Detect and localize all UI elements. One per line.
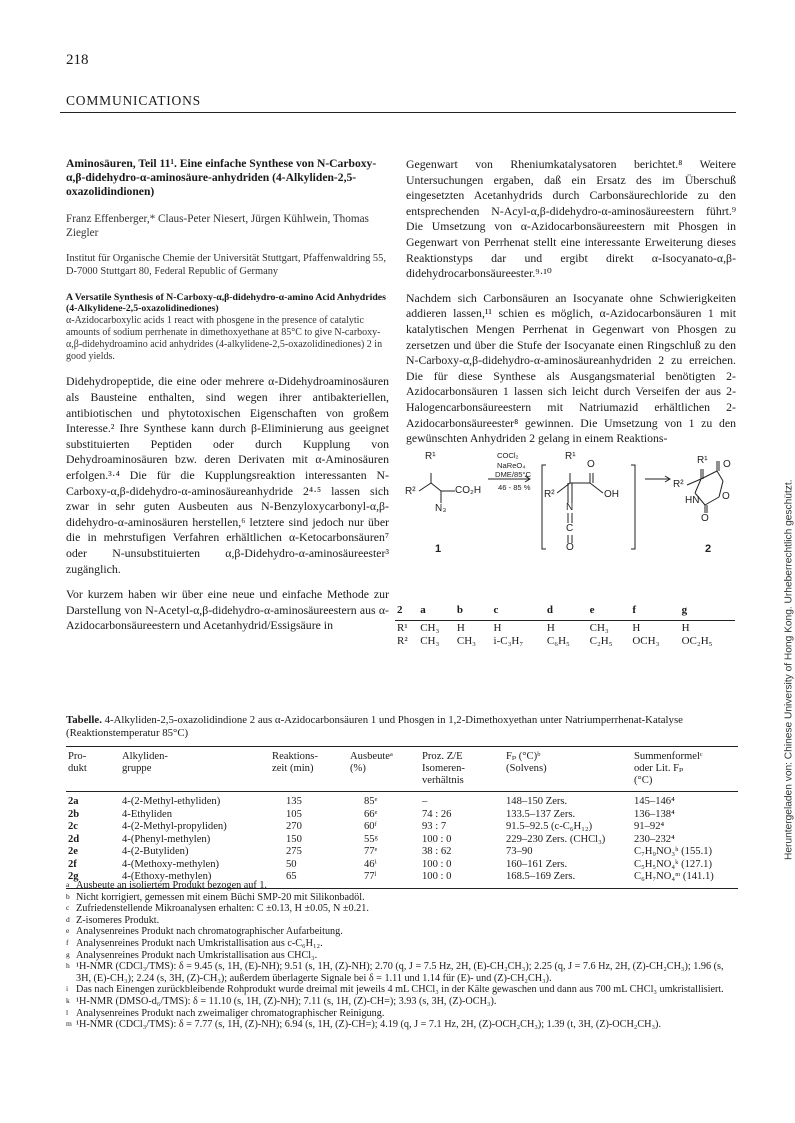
footnote-mark: a [66, 880, 70, 889]
table-cell: 85ᵉ [364, 796, 378, 807]
table-caption [66, 714, 736, 740]
cell: OCH₃ [632, 634, 660, 647]
results-table [66, 746, 738, 889]
compound-2-label: 2 [705, 543, 712, 555]
footnote-mark: d [66, 914, 70, 924]
table-row [66, 821, 738, 834]
product-nh-label: HN [685, 495, 700, 506]
product-code-cell: 2b [68, 808, 80, 820]
table-cell: 150 [286, 833, 302, 845]
table-cell: 270 [286, 821, 302, 832]
abstract-text: α-Azidocarboxylic acids 1 react with phosgene in the presence of catalytic amounts of sodium perrhenate in dimethoxyethane at 85°C to give N-carboxy-α,β-didehydroamino acid anhydrides (4-alkylidene-2,5-oxazolidinediones) 2 in good yields. [66, 315, 383, 362]
table-cell: 4-(Ethoxy-methylen) [122, 871, 212, 882]
cell: H [493, 621, 502, 634]
product-code-cell: 2g [68, 871, 79, 882]
product-code-cell: 2f [68, 858, 77, 870]
table-cell: 74 : 26 [422, 808, 452, 820]
column-header: Proz. Z/E Isomeren- verhältnis [422, 751, 465, 786]
reagent-yield: 46 - 85 % [498, 483, 531, 492]
product-r2-label: R² [673, 479, 684, 490]
table-row [66, 809, 738, 822]
table-cell: 229–230 Zers. (CHCl₃) [506, 833, 606, 845]
table-cell: 4-(Methoxy-methylen) [122, 858, 220, 870]
footnote-text: ¹H-NMR (DMSO-d₆/TMS): δ = 11.10 (s, 1H, (Z)-NH); 7.11 (s, 1H, (Z)-CH=); 3.93 (s, 3H, (Z)-OCH₃). [76, 995, 497, 1007]
table-cell: 148–150 Zers. [506, 796, 568, 807]
cell: CH₃ [589, 621, 609, 634]
left-column [66, 157, 389, 634]
table-cell: 38 : 62 [422, 846, 452, 857]
cell: H [456, 621, 465, 634]
table-cell: 230–232⁴ [634, 833, 675, 845]
footnote [66, 1019, 738, 1031]
footnote [66, 938, 738, 950]
footnote-text: Analysenreines Produkt nach chromatographischer Aufarbeitung. [76, 926, 343, 938]
table-cell: 77ˡ [364, 871, 377, 882]
product-code-cell: 2e [68, 846, 78, 857]
body-paragraph: Nachdem sich Carbonsäuren an Isocyanate ohne Schwierigkeiten addieren lassen,¹¹ schien es möglich, α-Azidocarbonsäuren 1 mit katalytischen Mengen Perrhenat in Gegenwart von Phosgen zu zersetzen und über die Stufe der Isocyanate einen Ringschluß zu den N-Carboxy-α,β-didehydro-α-aminosäureanhydriden 2 zu erreichen. Die für diese Synthese als Ausgangsmaterial benötigten 2-Azidocarbonsäuren 1 lassen sich leicht durch Verseifen der aus 2-Halogencarbonsäureestern mit Natriumazid erhältlichen 2-Azidocarbonsäureester⁸ gewinnen. Die Umsetzung von 1 zu den gewünschten Anhydriden 2 gelang in einem Reaktions- [406, 290, 736, 446]
product-code-cell: 2d [68, 833, 80, 845]
footnote-mark: f [66, 937, 69, 947]
header-cell: 2 [397, 603, 403, 616]
header-cell: f [632, 603, 637, 616]
footnote [66, 892, 738, 904]
product-ring-oxygen-label: O [723, 459, 731, 470]
footnote-mark: h [66, 961, 70, 971]
column-header: Summenformelᶜ oder Lit. Fₚ (°C) [634, 751, 703, 786]
cell: CH₃ [420, 634, 440, 647]
footnote [66, 880, 738, 892]
table-cell: 133.5–137 Zers. [506, 808, 576, 820]
substituent-table [395, 603, 735, 647]
table-cell: 100 : 0 [422, 833, 452, 845]
table-cell: 73–90 [506, 846, 533, 857]
table-cell: 46ⁱ [364, 858, 377, 870]
column-header: Alkyliden- gruppe [122, 751, 168, 774]
table-cell: 275 [286, 846, 302, 857]
table-caption-label: Tabelle. [66, 714, 102, 726]
intermediate-c-label: C [566, 523, 574, 534]
intermediate-n-label: N [566, 502, 574, 513]
table-footnotes [66, 880, 738, 1031]
table-cell: C₆H₇NO₄ᵐ (141.1) [634, 871, 714, 882]
right-column [406, 157, 736, 447]
table-cell: 4-Ethyliden [122, 808, 173, 820]
footnote [66, 984, 738, 996]
table-cell: 100 : 0 [422, 871, 452, 882]
substituent-row [395, 634, 735, 647]
intermediate-o-label: O [566, 542, 574, 553]
institute-address: Institut für Organische Chemie der Universität Stuttgart, Pfaffenwaldring 55, D-7000 Stuttgart 80, Federal Republic of Germany [66, 252, 386, 277]
footnote [66, 1008, 738, 1020]
footnote-text: ¹H-NMR (CDCl₃/TMS): δ = 7.77 (s, 1H, (Z)-NH); 6.94 (s, 1H, (Z)-CH=); 4.19 (q, J = 7.1 Hz, 2H, (Z)-OCH₂CH₃); 1.39 (t, 3H, (Z)-OCH₂CH₃). [76, 1019, 661, 1031]
table-row [66, 846, 738, 859]
table-cell: C₅H₅NO₄ᵏ (127.1) [634, 858, 712, 870]
column-header: Pro- dukt [68, 751, 87, 774]
product-code-cell: 2a [68, 796, 79, 807]
intermediate-oh-label: OH [604, 489, 619, 500]
header-cell: b [456, 603, 463, 616]
footnote-text: Zufriedenstellende Mikroanalysen erhalten: C ±0.13, H ±0.05, N ±0.21. [76, 903, 369, 915]
header-cell: e [589, 603, 595, 616]
substituent-header-row [395, 603, 735, 621]
footnote-mark: g [66, 949, 70, 959]
footnote-text: Analysenreines Produkt nach Umkristallisation aus CHCl₃. [76, 949, 318, 961]
body-paragraph: Didehydropeptide, die eine oder mehrere α-Didehydroaminosäuren als Bausteine enthalten, sind wegen ihrer antibakteriellen, antibiotischen und phytotoxischen Eigenschaften von großem Interesse.² Ihre Synthese kann durch β-Eliminierung aus geeignet substituierten Peptiden oder durch Kupplung von Dehydroaminosäuren bzw. deren Derivaten mit α-Aminosäuren erfolgen.³·⁴ Die für die Kupplungsreaktion interessanten N-Carboxy-α,β-didehydro-α-aminosäureanhydride 2⁴·⁵ lassen sich zwar in sehr guten Ausbeuten aus N-Benzyloxycarbonyl-α,β-didehydro-α-aminosäuren herstellen,⁶ letztere sind jedoch nur über die in mehrstufigen Verfahren erhältlichen α-Ketocarbonsäuren⁷ oder N-unsubstituierten α,β-Didehydro-α-aminosäureester³ zugänglich. [66, 374, 389, 576]
reactant-azide-label: N₃ [435, 503, 447, 514]
footnote-mark: m [66, 1019, 72, 1029]
table-cell: 4-(Phenyl-methylen) [122, 833, 211, 845]
footnote [66, 996, 738, 1008]
table-row [66, 834, 738, 847]
cell: H [681, 621, 690, 634]
footnote-mark: b [66, 891, 70, 901]
substituent-row [395, 621, 735, 635]
table-cell: 145–146⁴ [634, 796, 675, 807]
header-cell: a [420, 603, 426, 616]
footnote-mark: e [66, 926, 70, 936]
table-cell: 91.5–92.5 (c-C₆H₁₂) [506, 821, 593, 832]
footnote-mark: k [66, 995, 70, 1005]
table-cell: 77ᵉ [364, 846, 378, 857]
reagent-perrhenate: NaReO₄ [497, 461, 526, 470]
column-header: Ausbeuteᵃ (%) [350, 751, 393, 774]
reactant-carboxyl-label: CO₂H [455, 485, 482, 496]
footnote-text: Analysenreines Produkt nach zweimaliger chromatographischer Reinigung. [76, 1007, 385, 1019]
table-cell: 105 [286, 808, 302, 820]
cell: CH₃ [420, 621, 440, 634]
reagent-conditions: DME/85°C [495, 470, 531, 479]
reagent-phosgene: COCl₂ [497, 451, 519, 460]
column-header: Fₚ (°C)ᵇ (Solvens) [506, 751, 547, 774]
intermediate-r2-label: R² [544, 489, 555, 500]
table-row [66, 792, 738, 809]
cell: C₂H₅ [589, 634, 613, 647]
page-number: 218 [66, 52, 89, 68]
table-cell: C₇H₉NO₃ʰ (155.1) [634, 846, 713, 857]
intermediate-r1-label: R¹ [565, 451, 576, 462]
header-cell: d [546, 603, 554, 616]
cell: OC₂H₅ [681, 634, 713, 647]
table-cell: 4-(2-Methyl-propyliden) [122, 821, 227, 832]
table-header-row [66, 747, 738, 792]
table-caption-text: 4-Alkyliden-2,5-oxazolidindione 2 aus α-Azidocarbonsäuren 1 und Phosgen in 1,2-Dimethoxyethan unter Natriumperrhenat-Katalyse (Reaktionstemperatur 85°C) [66, 714, 683, 739]
author-list: Franz Effenberger,* Claus-Peter Niesert, Jürgen Kühlwein, Thomas Ziegler [66, 212, 369, 239]
footnote-mark: i [66, 984, 69, 994]
product-r1-label: R¹ [697, 455, 708, 466]
cell: R¹ [397, 621, 408, 634]
download-watermark: Heruntergeladen von: Chinese University of Hong Kong. Urheberrechtlich geschützt. [783, 479, 795, 860]
table-cell: 136–138⁴ [634, 808, 675, 820]
body-paragraph: Vor kurzem haben wir über eine neue und einfache Methode zur Darstellung von N-Acetyl-α,β-didehydro-α-aminosäureestern aus α-Azidocarbonsäureestern und Acetanhydrid/Essigsäure in [66, 587, 389, 633]
table-cell: 4-(2-Methyl-ethyliden) [122, 796, 221, 807]
cell: H [546, 621, 555, 634]
section-title: COMMUNICATIONS [66, 93, 201, 108]
footnote-text: Das nach Einengen zurückbleibende Rohprodukt wurde dreimal mit jeweils 4 mL CHCl₃ in der Kälte gewaschen und dann aus 700 mL CHCl₃ umkristallisiert. [76, 984, 724, 996]
table-cell: 168.5–169 Zers. [506, 871, 576, 882]
table-cell: 160–161 Zers. [506, 858, 568, 870]
cell: i-C₃H₇ [493, 634, 524, 647]
abstract-title: A Versatile Synthesis of N-Carboxy-α,β-didehydro-α-amino Acid Anhydrides (4-Alkylidene-2,5-oxazolidinediones) [66, 291, 386, 315]
compound-1-label: 1 [435, 543, 442, 555]
product-code-cell: 2c [68, 821, 78, 832]
footnote-text: Ausbeute an isoliertem Produkt bezogen auf 1. [76, 880, 267, 891]
table-cell: 91–92⁴ [634, 821, 665, 832]
table-cell: 93 : 7 [422, 821, 447, 832]
product-carbonyl-oxygen-label: O [701, 513, 709, 524]
article-title: Aminosäuren, Teil 11¹. Eine einfache Synthese von N-Carboxy-α,β-didehydro-α-aminosäure-anhydriden (4-Alkyliden-2,5-oxazolidindionen) [66, 157, 377, 199]
body-paragraph: Gegenwart von Rheniumkatalysatoren berichtet.⁸ Weitere Untersuchungen ergaben, daß ein Ersatz des im Überschuß eingesetzten Acetanhydrids durch Carbonsäurechloride zu den entsprechenden N-Acyl-α,β-didehydro-α-aminosäureestern führt.⁹ Die Umsetzung von α-Azidocarbonsäureestern mit Phosgen in Gegenwart von Perrhenat stellt eine interessante Erweiterung dieses Reaktionstyps dar und ergibt direkt α-Isocyanato-α,β-didehydrocarbonsäureester.⁹·¹⁰ [406, 157, 736, 281]
reactant-r2-label: R² [405, 486, 416, 497]
footnote [66, 950, 738, 962]
table-cell: 66ᵉ [364, 808, 378, 820]
footnote-text: ¹H-NMR (CDCl₃/TMS): δ = 9.45 (s, 1H, (E)-NH); 9.51 (s, 1H, (Z)-NH); 2.70 (q, J = 7.5 Hz, 2H, (E)-CH₂CH₃); 2.25 (q, J = 7.6 Hz, 2H, (Z)-CH₂CH₃); 1.96 (s, 3H, (E)-CH₃); 2.24 (s, 3H, (Z)-CH₃); außerdem überlagerte Signale bei δ = 1.11 und 1.14 für (E)- und (Z)-CH₂CH₃). [76, 961, 724, 984]
footnote-text: Analysenreines Produkt nach Umkristallisation aus c-C₆H₁₂. [76, 937, 323, 949]
table-cell: 4-(2-Butyliden) [122, 846, 189, 857]
footnote [66, 961, 738, 984]
product-oxygen-label: O [722, 491, 730, 502]
table-cell: 135 [286, 796, 302, 807]
table-row [66, 859, 738, 872]
table-cell: 60ᶠ [364, 821, 377, 832]
column-header: Reaktions- zeit (min) [272, 751, 318, 774]
footnote-text: Z-isomeres Produkt. [76, 914, 160, 926]
cell: CH₃ [456, 634, 476, 647]
cell: R² [397, 634, 408, 647]
table-cell: 100 : 0 [422, 858, 452, 870]
header-cell: c [493, 603, 499, 616]
cell: C₆H₅ [546, 634, 570, 647]
intermediate-oxygen-label: O [587, 459, 595, 470]
header-rule [60, 112, 736, 113]
footnote [66, 903, 738, 915]
header-cell: g [681, 603, 688, 616]
footnote-mark: c [66, 903, 70, 913]
table-cell: – [422, 796, 428, 807]
reactant-r1-label: R¹ [425, 451, 436, 462]
footnote [66, 915, 738, 927]
table-cell: 50 [286, 858, 297, 870]
table-cell: 65 [286, 871, 297, 882]
footnote-mark: l [66, 1007, 69, 1017]
footnote-text: Nicht korrigiert, gemessen mit einem Büchi SMP-20 mit Silikonbadöl. [76, 891, 365, 903]
footnote [66, 926, 738, 938]
table-cell: 55ᵍ [364, 833, 378, 845]
cell: H [632, 621, 641, 634]
